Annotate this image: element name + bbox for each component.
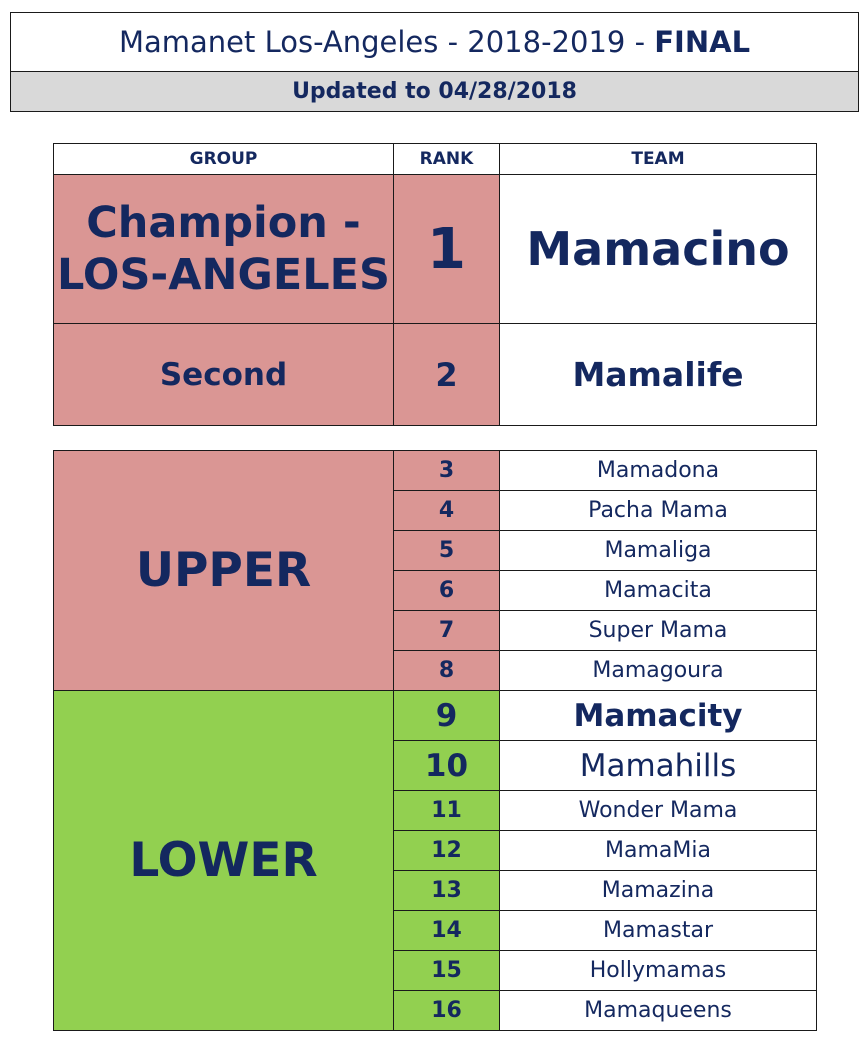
rank-cell: 3 bbox=[394, 451, 500, 491]
rank-cell: 12 bbox=[394, 831, 500, 871]
champion-team: Mamacino bbox=[500, 175, 817, 324]
team-cell: Hollymamas bbox=[500, 951, 817, 991]
team-cell: MamaMia bbox=[500, 831, 817, 871]
rank-cell: 6 bbox=[394, 571, 500, 611]
table-row bbox=[54, 451, 817, 491]
rank-cell: 10 bbox=[394, 741, 500, 791]
team-cell: Mamadona bbox=[500, 451, 817, 491]
second-team: Mamalife bbox=[500, 324, 817, 426]
rank-cell: 8 bbox=[394, 651, 500, 691]
group-header: GROUP bbox=[54, 144, 394, 175]
second-group: Second bbox=[54, 324, 394, 426]
team-cell: Super Mama bbox=[500, 611, 817, 651]
rank-cell: 5 bbox=[394, 531, 500, 571]
lower-group-label: LOWER bbox=[54, 691, 394, 1031]
rank-cell: 13 bbox=[394, 871, 500, 911]
team-cell: Mamacita bbox=[500, 571, 817, 611]
table-row bbox=[54, 691, 817, 741]
team-cell: Mamahills bbox=[500, 741, 817, 791]
header-row bbox=[54, 144, 817, 175]
champion-city: LOS-ANGELES bbox=[57, 250, 390, 300]
rank-cell: 16 bbox=[394, 991, 500, 1031]
champion-rank: 1 bbox=[394, 175, 500, 324]
podium-table bbox=[53, 143, 817, 426]
team-cell: Wonder Mama bbox=[500, 791, 817, 831]
upper-group-label: UPPER bbox=[54, 451, 394, 691]
champion-row bbox=[54, 175, 817, 324]
champion-group-cell bbox=[54, 175, 394, 324]
rank-cell: 15 bbox=[394, 951, 500, 991]
updated-date: Updated to 04/28/2018 bbox=[10, 71, 859, 112]
team-cell: Mamastar bbox=[500, 911, 817, 951]
team-cell: Mamazina bbox=[500, 871, 817, 911]
team-cell: Mamaqueens bbox=[500, 991, 817, 1031]
team-header: TEAM bbox=[500, 144, 817, 175]
rank-cell: 9 bbox=[394, 691, 500, 741]
team-cell: Mamaliga bbox=[500, 531, 817, 571]
groups-table bbox=[53, 450, 817, 1031]
rank-cell: 4 bbox=[394, 491, 500, 531]
title-main: Mamanet Los-Angeles - 2018-2019 - bbox=[118, 25, 655, 59]
title-final: FINAL bbox=[654, 25, 751, 59]
team-cell: Pacha Mama bbox=[500, 491, 817, 531]
second-row bbox=[54, 324, 817, 426]
rank-cell: 11 bbox=[394, 791, 500, 831]
rank-cell: 14 bbox=[394, 911, 500, 951]
page-title bbox=[10, 12, 859, 72]
rank-cell: 7 bbox=[394, 611, 500, 651]
champion-label: Champion - bbox=[86, 198, 361, 248]
rank-header: RANK bbox=[394, 144, 500, 175]
team-cell: Mamagoura bbox=[500, 651, 817, 691]
team-cell: Mamacity bbox=[500, 691, 817, 741]
second-rank: 2 bbox=[394, 324, 500, 426]
